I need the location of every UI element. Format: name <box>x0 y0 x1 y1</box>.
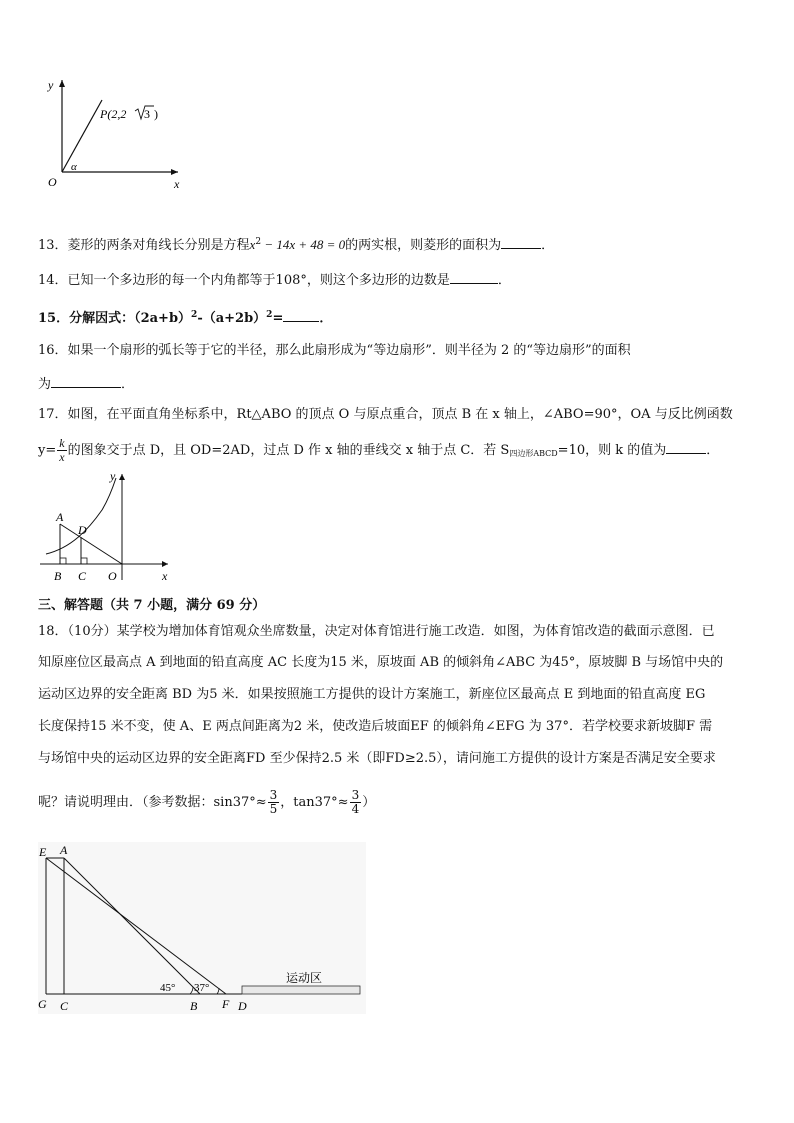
y-axis-label: y <box>48 78 54 92</box>
stadium-section-figure <box>36 840 368 1018</box>
point-g-label: G <box>38 997 47 1011</box>
answer-blank[interactable] <box>51 375 121 388</box>
question-15: 15．分解因式：$(2a+b)^2-(a+2b)^2=$ ． <box>38 310 333 326</box>
answer-blank[interactable] <box>450 271 498 284</box>
angle-37-label: 37° <box>194 982 210 994</box>
question-17-line-1: 17．如图，在平面直角坐标系中，Rt△ABO 的顶点 O 与原点重合，顶点 B 在 x 轴上，∠ABO=90°，OA 与反比例函数 <box>38 407 733 422</box>
answer-blank[interactable] <box>283 309 319 322</box>
paren-label: ) <box>154 107 158 121</box>
question-18-line-6: 呢？请说明理由．（参考数据：sin37°≈ $\frac{3}{5}$ ，tan37°≈ $\frac{3}{4}$ ） <box>38 788 376 816</box>
y-axis-label: y <box>110 470 116 483</box>
question-13: 13．菱形的两条对角线长分别是方程$x^2 - 14x + 48 = 0$的两实根，则菱形的面积为 ． <box>38 237 555 253</box>
question-18-line-5: 与场馆中央的运动区边界的安全距离FD 至少保持2.5 米（即FD≥2.5），请问施工方提供的设计方案是否满足安全要求 <box>38 751 716 766</box>
origin-label: O <box>108 569 117 583</box>
origin-label: O <box>48 175 57 189</box>
question-14: 14．已知一个多边形的每一个内角都等于108°，则这个多边形的边数是 ． <box>38 273 511 288</box>
alpha-label: α <box>71 161 77 173</box>
point-a-label: A <box>60 843 68 857</box>
question-18-line-4: 长度保持15 米不变，使 A、E 两点间距离为2 米，使改造后坡面EF 的倾斜角∠EFG 为 37°．若学校要求新坡脚F 需 <box>38 719 713 734</box>
coordinate-figure-p <box>38 72 188 194</box>
answer-blank[interactable] <box>501 236 541 249</box>
section-3-heading: 三、解答题（共 7 小题，满分 69 分） <box>38 598 266 613</box>
point-c-label: C <box>78 569 87 583</box>
point-a-label: A <box>56 510 64 524</box>
sports-zone-label: 运动区 <box>286 971 323 985</box>
x-axis-label: x <box>174 177 180 191</box>
point-p-label: P(2,2 <box>100 107 127 121</box>
answer-blank[interactable] <box>666 441 706 454</box>
question-17-line-2: y= $\frac{k}{x}$ 的图象交于点 D，且 OD=2AD，过点 D 作 x 轴的垂线交 x 轴于点 C．若 $S_{四边形ABCD}=10$，则 k 的值为 ． <box>38 436 720 464</box>
point-f-label: F <box>222 997 230 1011</box>
point-b-label: B <box>54 569 62 583</box>
question-16-line-1: 16．如果一个扇形的弧长等于它的半径，那么此扇形成为“等边扇形”．则半径为 2 的“等边扇形”的面积 <box>38 343 631 358</box>
sqrt3-label: 3 <box>144 107 150 121</box>
hyperbola-figure <box>36 470 176 586</box>
question-18-line-2: 知原座位区最高点 A 到地面的铅直高度 AC 长度为15 米，原坡面 AB 的倾斜角∠ABC 为45°，原坡脚 B 与场馆中央的 <box>38 655 724 670</box>
point-e-label: E <box>39 845 47 859</box>
question-16-line-2: 为 ． <box>38 377 135 392</box>
question-18-line-3: 运动区边界的安全距离 BD 为5 米．如果按照施工方提供的设计方案施工，新座位区最高点 E 到地面的铅直高度 EG <box>38 687 706 702</box>
angle-45-label: 45° <box>160 982 176 994</box>
fraction-3-4: $\frac{3}{4}$ <box>351 788 360 816</box>
question-18-line-1: 18．（10分）某学校为增加体育馆观众坐席数量，决定对体育馆进行施工改造．如图，为体育馆改造的截面示意图．已 <box>38 624 715 639</box>
point-b-label: B <box>190 999 198 1013</box>
x-axis-label: x <box>162 569 168 583</box>
point-c-label: C <box>60 999 69 1013</box>
k-over-x-fraction: $\frac{k}{x}$ <box>59 436 65 464</box>
point-d-label: D <box>78 523 87 537</box>
point-d-label: D <box>238 999 247 1013</box>
fraction-3-5: $\frac{3}{5}$ <box>269 788 278 816</box>
